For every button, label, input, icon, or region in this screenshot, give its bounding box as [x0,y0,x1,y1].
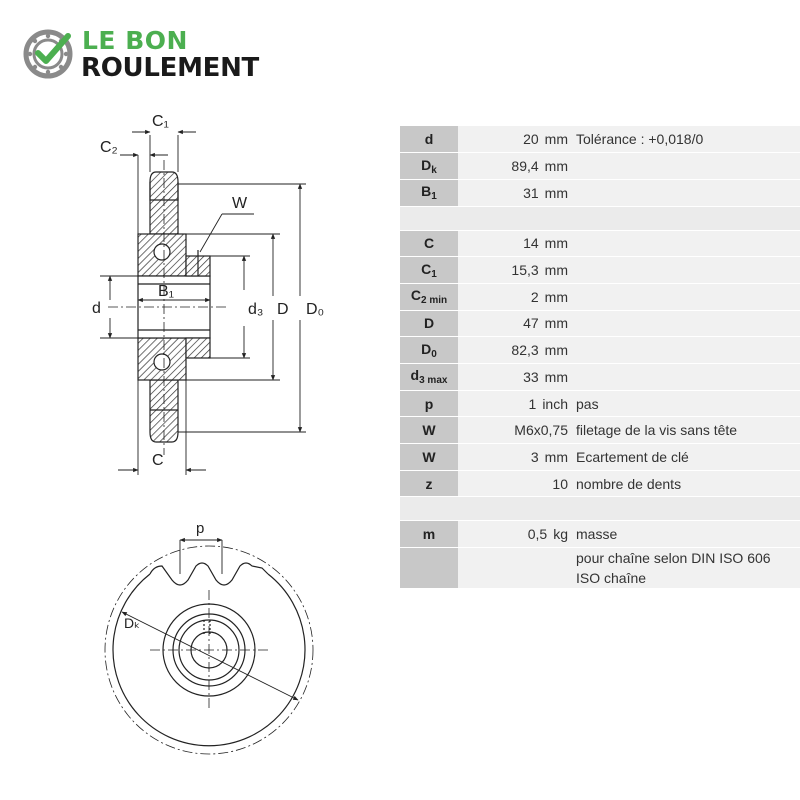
spec-value-number: 82,3 [511,342,539,359]
spacer-cell [400,497,458,521]
spec-note [572,521,800,548]
spec-value [458,470,572,497]
spec-note [572,257,800,284]
label-c: C [152,452,164,469]
spacer-cell [458,497,572,521]
spec-symbol [400,521,458,548]
spec-spacer-row [400,497,800,521]
label-big-d: D [277,301,289,318]
spec-symbol [400,444,458,471]
spec-symbol-subscript: 3 max [419,375,448,387]
spec-value [458,337,572,364]
spec-note [572,337,800,364]
spec-spacer-row [400,206,800,230]
spec-note [572,310,800,337]
spec-value-unit: mm [544,131,568,148]
spec-row [400,548,800,589]
label-d: d [92,300,101,317]
spec-value [458,153,572,180]
spec-value-unit: inch [542,395,568,412]
spec-value-unit: mm [544,368,568,385]
spec-note [572,548,800,589]
spec-value [458,230,572,257]
label-p: p [196,520,205,537]
spec-symbol [400,364,458,391]
spec-symbol [400,470,458,497]
spec-symbol-text: B [421,183,432,200]
spec-row [400,417,800,444]
spec-value-unit: mm [544,448,568,465]
spec-symbol-subscript: k [431,164,437,176]
spec-note-text-2: ISO chaîne [576,570,647,587]
spec-symbol [400,179,458,206]
spec-symbol-text: D [423,315,435,332]
spec-value-number: M6x0,75 [514,422,568,439]
spec-value-unit: kg [553,526,568,543]
spec-note-text: Ecartement de clé [576,448,689,465]
spec-symbol-text: z [425,475,433,492]
spec-row [400,153,800,180]
spec-note-text: masse [576,526,618,543]
spec-value-unit: mm [544,288,568,305]
spec-note [572,390,800,417]
spec-row [400,310,800,337]
label-c2: C₂ [100,139,118,156]
spec-symbol [400,257,458,284]
spec-symbol-text: p [424,395,434,412]
spec-symbol [400,417,458,444]
spec-value [458,364,572,391]
spec-symbol [400,153,458,180]
spec-symbol-subscript: 0 [431,348,437,360]
spec-value-number: 2 [530,288,539,305]
spec-symbol [400,126,458,153]
spec-row [400,179,800,206]
spacer-cell [572,206,800,230]
spec-symbol-subscript: 1 [431,268,437,280]
spec-value-number: 10 [552,475,568,492]
spec-value-unit: mm [544,184,568,201]
spec-value-number: 3 [530,448,539,465]
label-c1: C₁ [152,113,169,130]
spec-value-unit: mm [544,235,568,252]
spec-value-number: 89,4 [511,158,539,175]
spec-note [572,444,800,471]
spec-note-text: pour chaîne selon DIN ISO 606 [576,550,771,567]
spec-value [458,548,572,589]
spec-symbol-text: m [422,526,436,543]
spec-symbol [400,310,458,337]
label-d0: D₀ [306,301,325,318]
spec-note [572,470,800,497]
spec-value [458,521,572,548]
spec-row [400,283,800,310]
spec-note [572,417,800,444]
spec-value-unit: mm [544,262,568,279]
spec-value-number: 31 [523,184,539,201]
spec-value [458,417,572,444]
spec-symbol [400,390,458,417]
spec-value [458,126,572,153]
spec-symbol-text: D [421,156,432,173]
spec-row [400,470,800,497]
spec-symbol-subscript: 2 min [421,295,448,307]
spec-symbol-text: C [421,260,432,277]
spec-row [400,364,800,391]
label-w: W [232,195,248,212]
spec-note-text: nombre de dents [576,475,682,492]
spec-row [400,230,800,257]
front-view [105,540,313,754]
brand-name-line1: LE BON [82,26,188,55]
spec-value-unit: mm [544,315,568,332]
spec-note [572,283,800,310]
brand-name-line2: ROULEMENT [81,53,259,83]
spec-value [458,310,572,337]
spec-value-number: 1 [528,395,537,412]
spec-value-number: 15,3 [511,262,539,279]
spec-row [400,337,800,364]
spec-note-text: Tolérance : +0,018/0 [576,131,704,148]
spec-value-number: 0,5 [527,526,548,543]
spec-row [400,257,800,284]
spec-symbol [400,283,458,310]
spec-symbol [400,548,458,589]
spec-value [458,257,572,284]
spec-note-text: filetage de la vis sans tête [576,422,738,439]
side-view [108,160,226,455]
spec-value [458,444,572,471]
spec-value-unit: mm [544,158,568,175]
spec-symbol-text: D [421,340,432,357]
spec-symbol [400,337,458,364]
spec-value [458,390,572,417]
spec-symbol-text: C [423,235,435,252]
specs-table [400,126,800,589]
spec-symbol-text: W [422,422,436,439]
spacer-cell [572,497,800,521]
spec-row [400,444,800,471]
spec-value-number: 33 [523,368,539,385]
spec-note [572,153,800,180]
spec-row [400,390,800,417]
spec-row [400,126,800,153]
spec-symbol-text: W [422,448,436,465]
spec-note [572,230,800,257]
label-d3: d₃ [248,301,264,318]
spec-value-unit: mm [544,342,568,359]
spec-value [458,179,572,206]
spec-note [572,179,800,206]
spec-row [400,521,800,548]
spec-value-number: 20 [523,131,539,148]
spec-note [572,364,800,391]
label-dk: Dₖ [124,615,141,631]
spec-value-number: 47 [523,315,539,332]
spec-note [572,126,800,153]
spec-symbol-text: C [410,287,421,304]
spec-symbol [400,230,458,257]
spacer-cell [400,206,458,230]
spec-note-text: pas [576,395,599,412]
spec-symbol-subscript: 1 [431,191,437,203]
spec-value-number: 14 [523,235,539,252]
spec-symbol-text: d [410,367,420,384]
spec-value [458,283,572,310]
label-b1: B₁ [158,283,175,300]
spacer-cell [458,206,572,230]
spec-symbol-text: d [424,131,434,148]
